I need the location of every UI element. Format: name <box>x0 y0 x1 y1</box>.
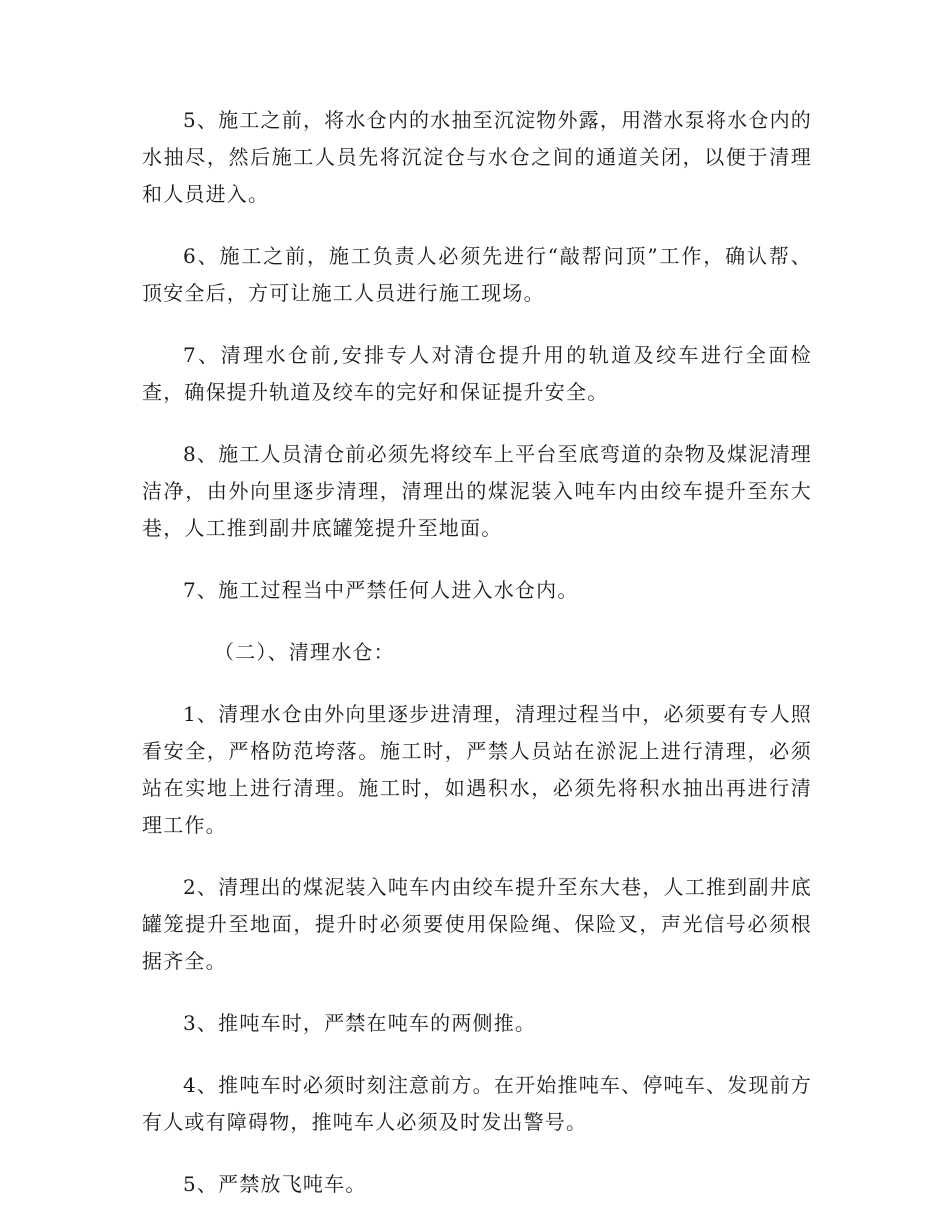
paragraph-item-8-platform-clean: 8、施工人员清仓前必须先将绞车上平台至底弯道的杂物及煤泥清理洁净，由外向里逐步清理，清理出的煤泥装入吨车内由绞车提升至东大巷，人工推到副井底罐笼提升至地面。 <box>142 442 812 540</box>
paragraph-item-3-push-sides: 3、推吨车时，严禁在吨车的两侧推。 <box>183 1011 537 1035</box>
paragraph-item-2-hoisting: 2、清理出的煤泥装入吨车内由绞车提升至东大巷，人工推到副井底罐笼提升至地面，提升时必须要使用保险绳、保险叉，声光信号必须根据齐全。 <box>142 875 812 973</box>
paragraph-item-4-watch-ahead: 4、推吨车时必须时刻注意前方。在开始推吨车、停吨车、发现前方有人或有障碍物，推吨车人必须及时发出警号。 <box>142 1073 812 1134</box>
document-body <box>142 102 812 1228</box>
paragraph-item-5-drain: 5、施工之前，将水仓内的水抽至沉淀物外露，用潜水泵将水仓内的水抽尽，然后施工人员先将沉淀仓与水仓之间的通道关闭，以便于清理和人员进入。 <box>142 108 812 206</box>
paragraph-item-5-no-runaway: 5、严禁放飞吨车。 <box>183 1172 367 1196</box>
paragraph-item-7-track-check: 7、清理水仓前,安排专人对清仓提升用的轨道及绞车进行全面检查，确保提升轨道及绞车的完好和保证提升安全。 <box>142 343 812 404</box>
paragraph-item-1-clean-order: 1、清理水仓由外向里逐步进清理，清理过程当中，必须要有专人照看安全，严格防范垮落。施工时，严禁人员站在淤泥上进行清理，必须站在实地上进行清理。施工时，如遇积水，必须先将积水抽出再进行清理工作。 <box>142 702 812 837</box>
section-heading-clean-sump: （二）、清理水仓： <box>214 640 395 664</box>
paragraph-item-7-no-entry: 7、施工过程当中严禁任何人进入水仓内。 <box>183 578 579 602</box>
paragraph-item-6-inspection: 6、施工之前，施工负责人必须先进行“敲帮问顶”工作，确认帮、顶安全后，方可让施工人员进行施工现场。 <box>142 244 812 305</box>
